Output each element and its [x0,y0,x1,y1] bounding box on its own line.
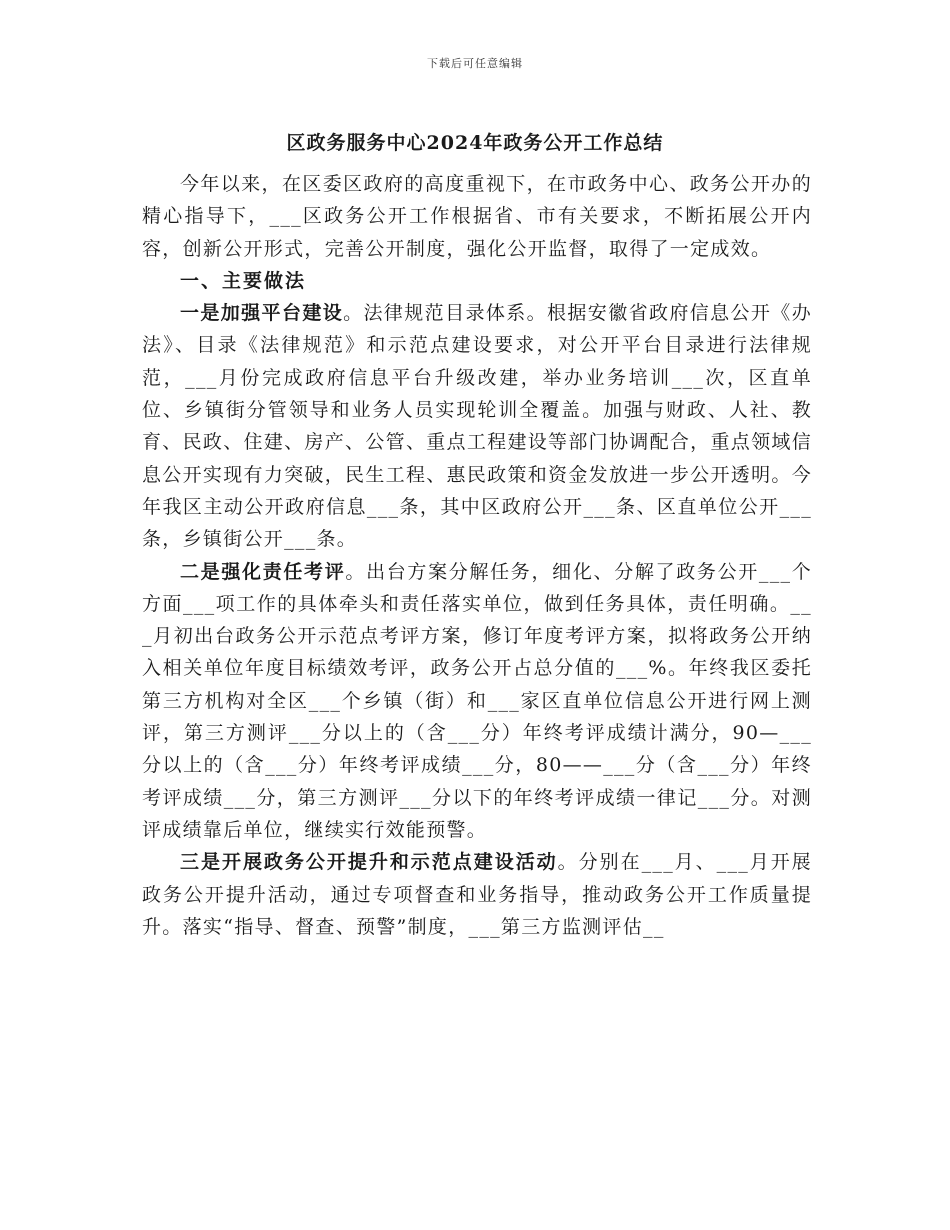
paragraph-lead: 二是强化责任考评 [180,560,346,583]
paragraph-evaluation [142,556,812,847]
paragraph-platform [142,297,812,555]
paragraph-text: 。出台方案分解任务，细化、分解了政务公开___个方面___项工作的具体牵头和责任落实单位，做到任务具体，责任明确。___月初出台政务公开示范点考评方案，修订年度考评方案，拟将政务公开纳入相关单位年度目标绩效考评，政务公开占总分值的___%。年终我区委托第三方机构对全区___个乡镇（街）和___家区直单位信息公开进行网上测评，第三方测评___分以上的（含___分）年终考评成绩计满分，90—___分以上的（含___分）年终考评成绩___分，80——___分（含___分）年终考评成绩___分，第三方测评___分以下的年终考评成绩一律记___分。对测评成绩靠后单位，继续实行效能预警。 [142,560,812,841]
section-heading: 一、主要做法 [180,269,307,292]
document-body [142,168,812,943]
page-header-note: 下载后可任意编辑 [427,57,523,70]
document-title: 区政务服务中心2024年政务公开工作总结 [286,132,664,154]
paragraph-lead: 一是加强平台建设 [180,302,344,325]
intro-paragraph: 今年以来，在区委区政府的高度重视下，在市政务中心、政务公开办的精心指导下，___区政务公开工作根据省、市有关要求，不断拓展公开内容，创新公开形式，完善公开制度，强化公开监督，取得了一定成效。 [142,173,812,260]
paragraph-demonstration [142,846,812,943]
paragraph-text: 。法律规范目录体系。根据安徽省政府信息公开《办法》、目录《法律规范》和示范点建设要求，对公开平台目录进行法律规范，___月份完成政府信息平台升级改建，举办业务培训___次，区直单位、乡镇街分管领导和业务人员实现轮训全覆盖。加强与财政、人社、教育、民政、住建、房产、公管、重点工程建设等部门协调配合，重点领域信息公开实现有力突破，民生工程、惠民政策和资金发放进一步公开透明。今年我区主动公开政府信息___条，其中区政府公开___条、区直单位公开___条，乡镇街公开___条。 [142,302,812,551]
paragraph-text: 。分别在___月、___月开展政务公开提升活动，通过专项督查和业务指导，推动政务公开工作质量提升。落实“指导、督查、预警”制度，___第三方监测评估__ [142,851,812,938]
paragraph-lead: 三是开展政务公开提升和示范点建设活动 [180,851,558,874]
